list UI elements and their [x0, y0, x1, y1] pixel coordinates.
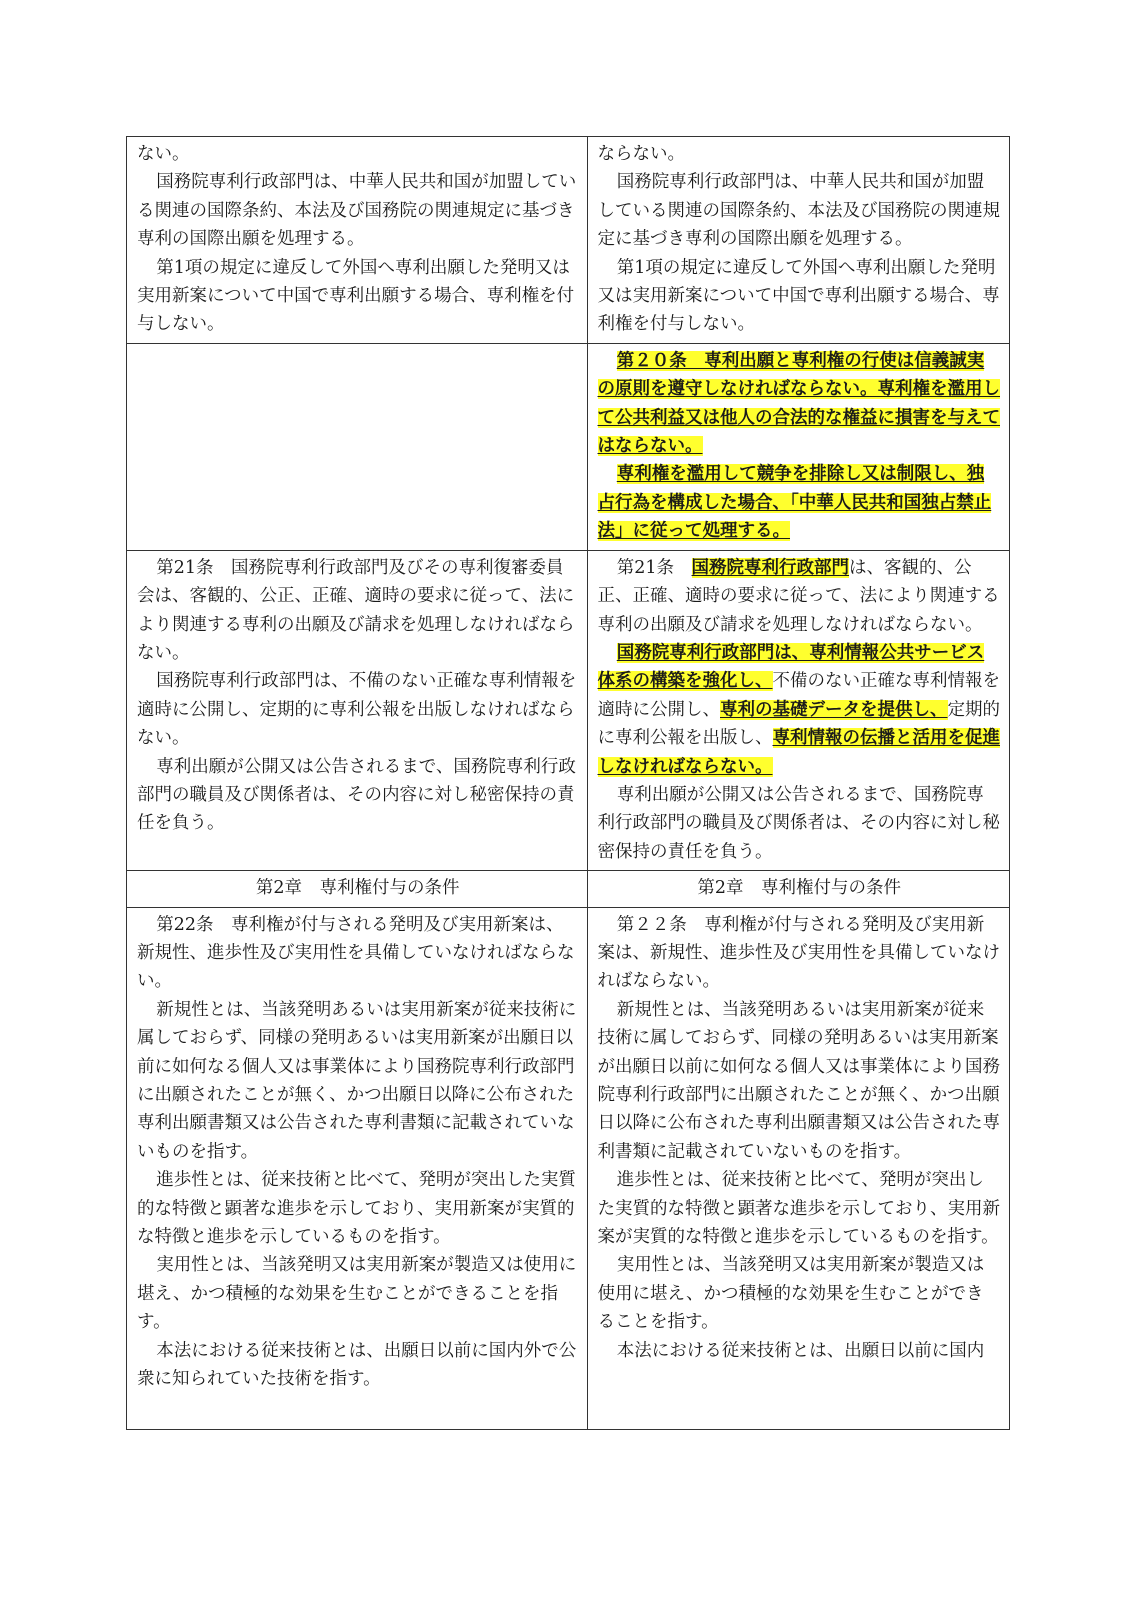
highlighted-text: 国務院専利行政部門 — [691, 557, 850, 578]
left-cell — [127, 550, 588, 870]
text-segment: 不備のない正確な専利情報を適時に公開し、 — [597, 671, 1000, 720]
table-row — [127, 137, 1010, 344]
chapter-heading: 第2章 専利権付与の条件 — [587, 871, 1010, 907]
paragraph — [598, 460, 1002, 545]
paragraph: 国務院専利行政部門は、中華人民共和国が加盟している関連の国際条約、本法及び国務院の関連規定に基づき専利の国際出願を処理する。 — [597, 172, 1000, 250]
paragraph: 新規性とは、当該発明あるいは実用新案が従来技術に属しておらず、同様の発明あるいは実用新案が出願日以前に如何なる個人又は事業体により国務院専利行政部門に出願されたことが無く、かつ出願日以降に公布された専利出願書類又は公告された専利書類に記載されていないものを指す。 — [597, 999, 1000, 1162]
text-segment: 定期的に専利公報を出版し、 — [597, 699, 1000, 749]
highlighted-text: 専利の基礎データを提供し、 — [720, 699, 948, 720]
paragraph: 実用性とは、当該発明又は実用新案が製造又は使用に堪え、かつ積極的な効果を生むことができることを指す。 — [597, 1255, 985, 1333]
table-row — [127, 871, 1010, 907]
highlighted-text: 国務院専利行政部門は、専利情報公共サービス体系の構築を強化し、 — [597, 642, 985, 692]
paragraph: 第21条 国務院専利行政部門及びその専利復審委員会は、客観的、公正、正確、適時の要求に従って、法により関連する専利の出願及び請求を処理しなければならない。 — [137, 557, 575, 663]
highlighted-text: 専利権を濫用して競争を排除し又は制限し、独占行為を構成した場合、「中華人民共和国独占禁止法」に従って処理する。 — [597, 464, 992, 542]
table-row — [127, 907, 1010, 1429]
right-cell — [587, 550, 1010, 870]
paragraph: 第1項の規定に違反して外国へ専利出願した発明又は実用新案について中国で専利出願する場合、専利権を付与しない。 — [137, 257, 575, 335]
paragraph: 実用性とは、当該発明又は実用新案が製造又は使用に堪え、かつ積極的な効果を生むことができることを指す。 — [137, 1255, 577, 1333]
paragraph: ならない。 — [597, 144, 685, 164]
paragraph: 第22条 専利権が付与される発明及び実用新案は、新規性、進歩性及び実用性を具備していなければならない。 — [137, 914, 575, 992]
chapter-heading: 第2章 専利権付与の条件 — [127, 871, 588, 907]
left-cell — [127, 137, 588, 344]
right-cell — [587, 137, 1010, 344]
paragraph: ない。 — [137, 144, 190, 164]
left-cell — [127, 907, 588, 1429]
text-segment: 第21条 — [616, 557, 692, 578]
paragraph: 第1項の規定に違反して外国へ専利出願した発明又は実用新案について中国で専利出願する場合、専利権を付与しない。 — [597, 257, 1000, 335]
paragraph: 進歩性とは、従来技術と比べて、発明が突出した実質的な特徴と顕著な進歩を示しており、実用新案が実質的な特徴と進歩を示しているものを指す。 — [597, 1170, 1000, 1248]
right-cell — [587, 907, 1010, 1429]
paragraph: 本法における従来技術とは、出願日以前に国内外で公衆に知られていた技術を指す。 — [137, 1340, 577, 1390]
highlighted-text: 第２０条 専利出願と専利権の行使は信義誠実の原則を遵守しなければならない。専利権を濫用して公共利益又は他人の合法的な権益に損害を与えてはならない。 — [597, 350, 1000, 457]
paragraph — [598, 639, 1002, 781]
paragraph: 新規性とは、当該発明あるいは実用新案が従来技術に属しておらず、同様の発明あるいは実用新案が出願日以前に如何なる個人又は事業体により国務院専利行政部門に出願されたことが無く、かつ出願日以降に公布された専利出願書類又は公告された専利書類に記載されていないものを指す。 — [137, 999, 577, 1162]
highlighted-text: 専利情報の伝播と活用を促進しなければならない。 — [597, 728, 1000, 777]
paragraph: 専利出願が公開又は公告されるまで、国務院専利行政部門の職員及び関係者は、その内容に対し秘密保持の責任を負う。 — [597, 784, 1000, 862]
right-cell — [587, 343, 1010, 550]
paragraph: 進歩性とは、従来技術と比べて、発明が突出した実質的な特徴と顕著な進歩を示しており、実用新案が実質的な特徴と進歩を示しているものを指す。 — [137, 1170, 576, 1248]
left-cell-empty — [127, 343, 588, 550]
table-row — [127, 550, 1010, 870]
paragraph — [598, 554, 1002, 639]
paragraph — [598, 347, 1002, 461]
paragraph: 国務院専利行政部門は、不備のない正確な専利情報を適時に公開し、定期的に専利公報を出版しなければならない。 — [137, 671, 577, 749]
text-segment: は、客観的、公正、正確、適時の要求に従って、法により関連する専利の出願及び請求を処理しなければならない。 — [597, 557, 1000, 635]
table-row — [127, 343, 1010, 550]
paragraph: 第２２条 専利権が付与される発明及び実用新案は、新規性、進歩性及び実用性を具備していなければならない。 — [597, 914, 1000, 992]
paragraph: 国務院専利行政部門は、中華人民共和国が加盟している関連の国際条約、本法及び国務院の関連規定に基づき専利の国際出願を処理する。 — [137, 172, 577, 250]
comparison-table — [126, 136, 1010, 1430]
paragraph: 専利出願が公開又は公告されるまで、国務院専利行政部門の職員及び関係者は、その内容に対し秘密保持の責任を負う。 — [137, 756, 576, 834]
paragraph: 本法における従来技術とは、出願日以前に国内 — [616, 1340, 985, 1361]
